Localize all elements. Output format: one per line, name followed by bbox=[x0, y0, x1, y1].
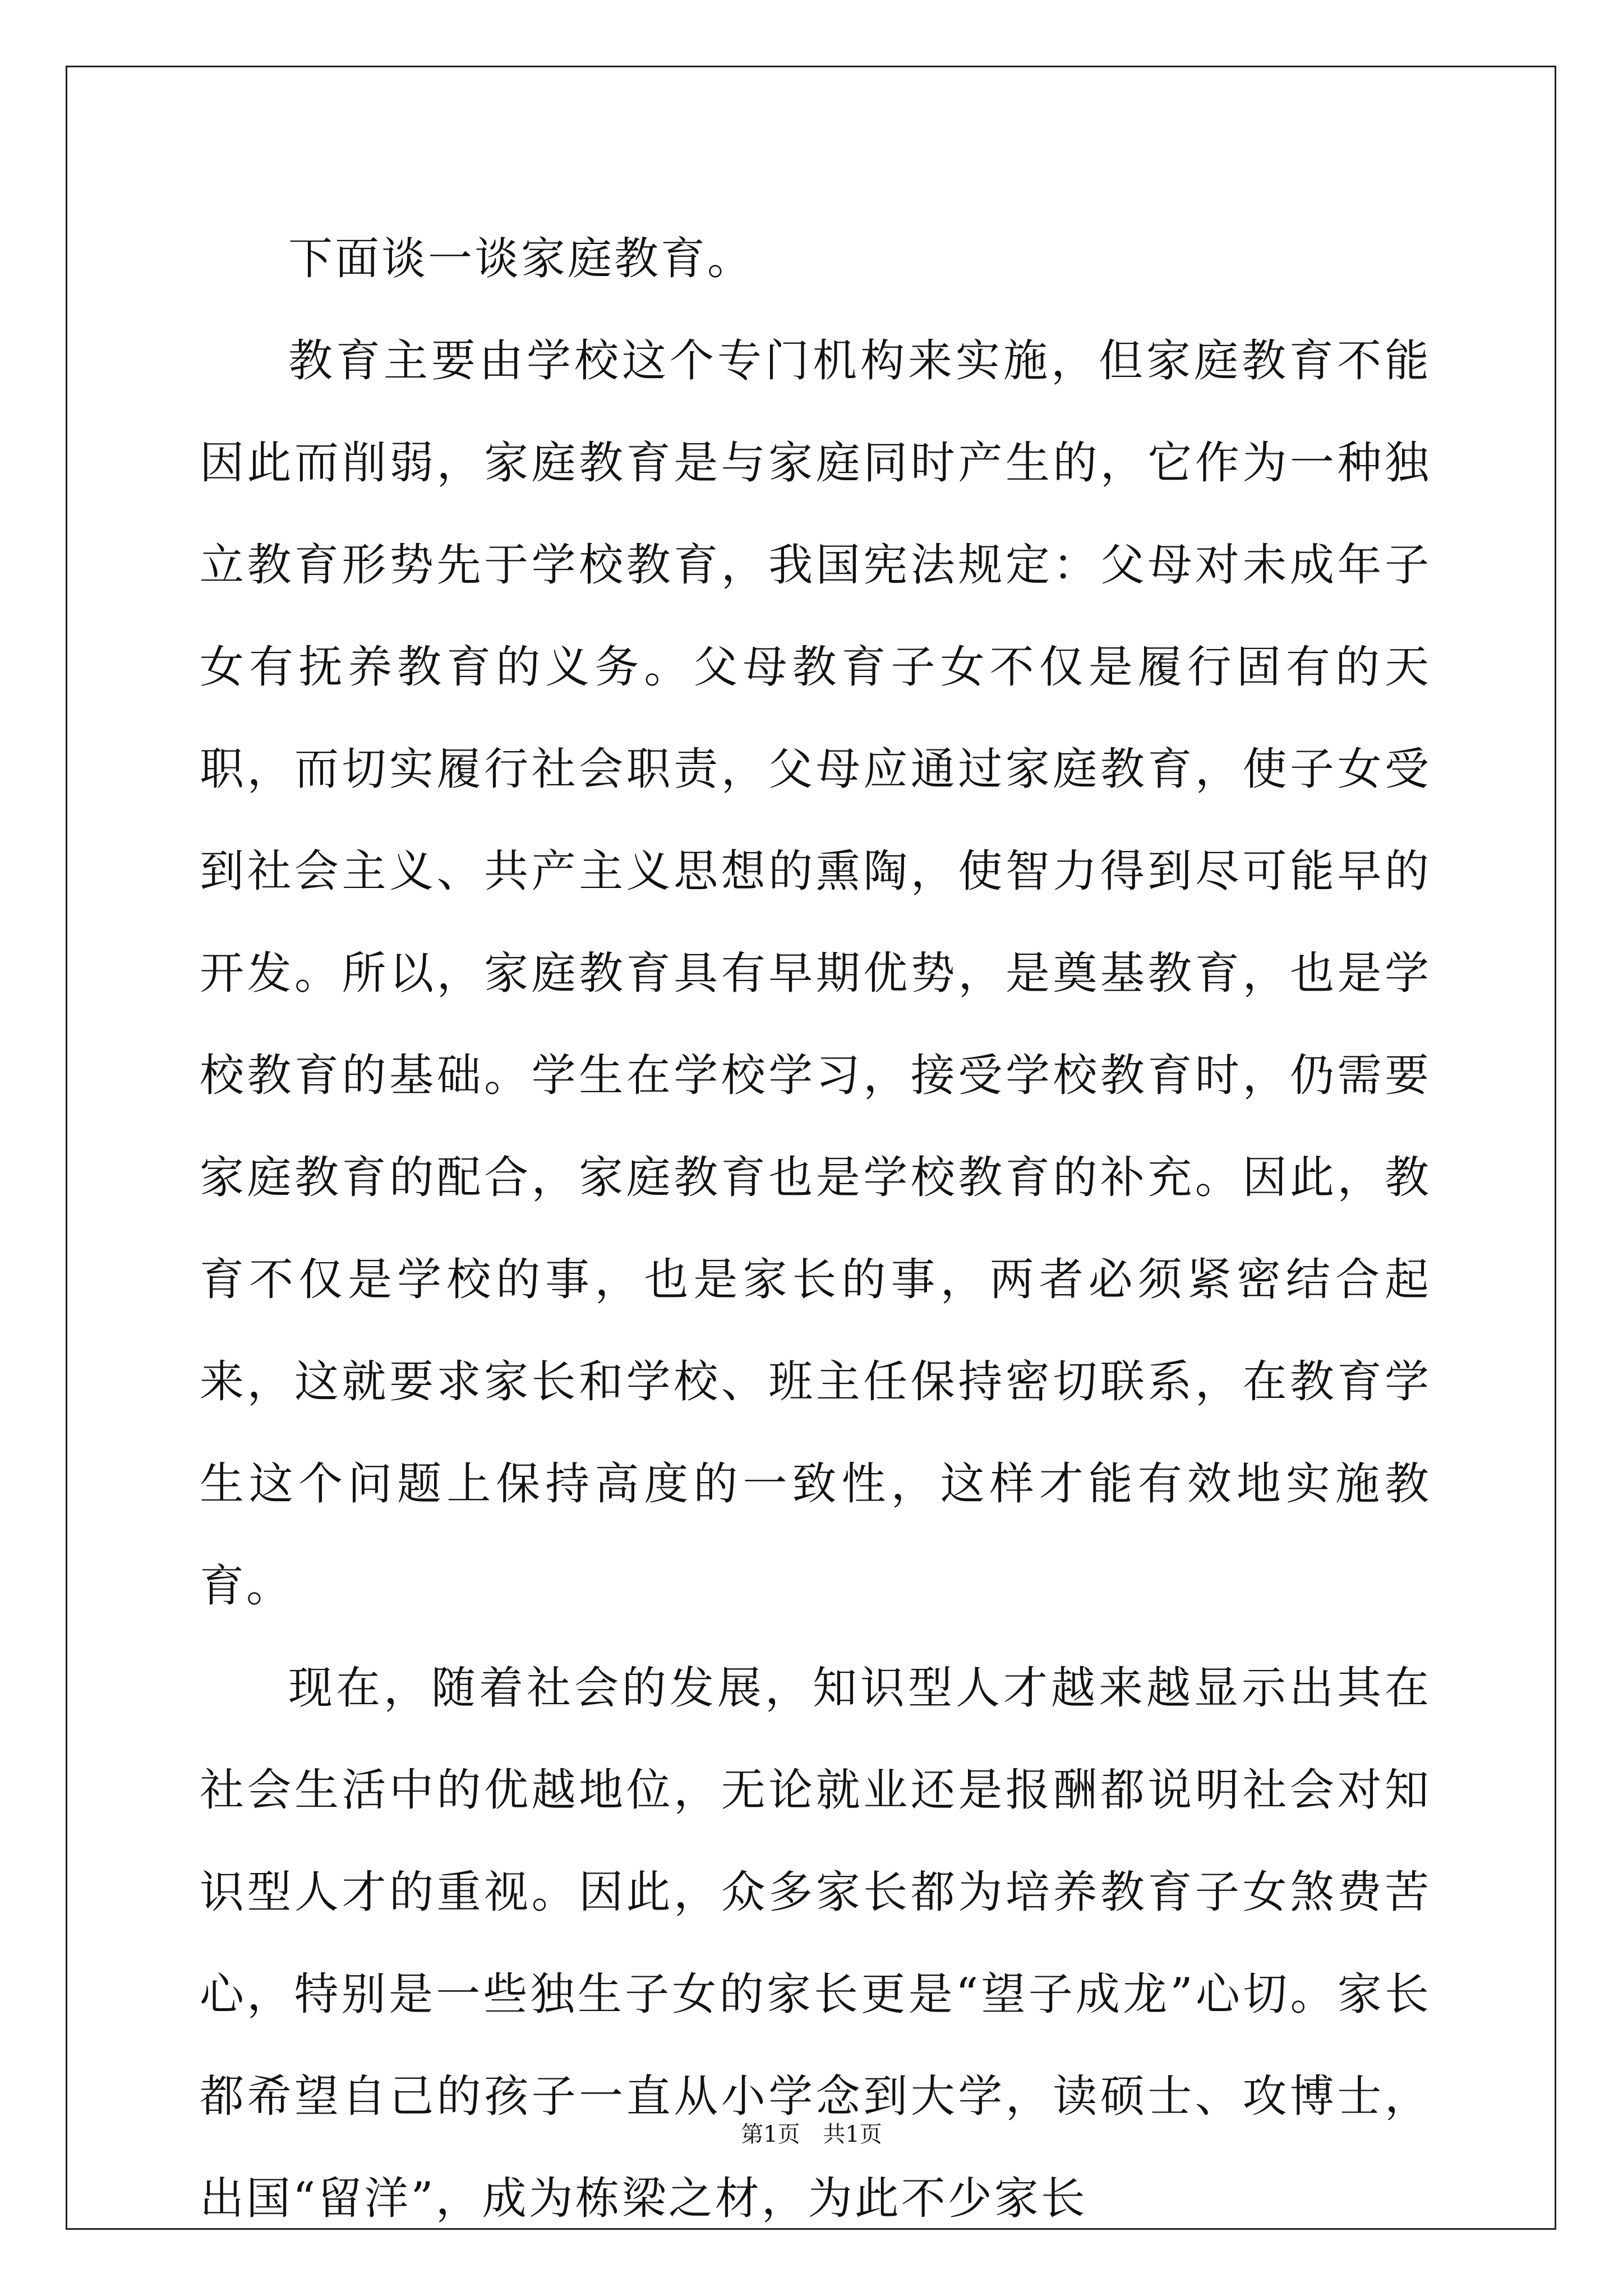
page-footer bbox=[0, 2120, 1623, 2148]
document-body bbox=[200, 208, 1431, 2249]
paragraph-knowledge-talent: 现在，随着社会的发展，知识型人才越来越显示出其在社会生活中的优越地位，无论就业还是报酬都说明社会对知识型人才的重视。因此，众多家长都为培养教育子女煞费苦心，特别是一些独生子女的家长更是“望子成龙”心切。家长都希望自己的孩子一直从小学念到大学，读硕士、攻博士，出国“留洋”，成为栋梁之材，为此不少家长 bbox=[200, 1662, 1431, 2224]
paragraph-school-and-family: 教育主要由学校这个专门机构来实施，但家庭教育不能因此而削弱，家庭教育是与家庭同时产生的，它作为一种独立教育形势先于学校教育，我国宪法规定：父母对未成年子女有抚养教育的义务。父母教育子女不仅是履行固有的天职，而切实履行社会职责，父母应通过家庭教育，使子女受到社会主义、共产主义思想的熏陶，使智力得到尽可能早的开发。所以，家庭教育具有早期优势，是奠基教育，也是学校教育的基础。学生在学校学习，接受学校教育时，仍需要家庭教育的配合，家庭教育也是学校教育的补充。因此，教育不仅是学校的事，也是家长的事，两者必须紧密结合起来，这就要求家长和学校、班主任保持密切联系，在教育学生这个问题上保持高度的一致性，这样才能有效地实施教育。 bbox=[200, 335, 1431, 1612]
page-total: 共1页 bbox=[823, 2122, 882, 2147]
page-number: 第1页 bbox=[741, 2122, 800, 2147]
paragraph-intro: 下面谈一谈家庭教育。 bbox=[288, 233, 754, 284]
